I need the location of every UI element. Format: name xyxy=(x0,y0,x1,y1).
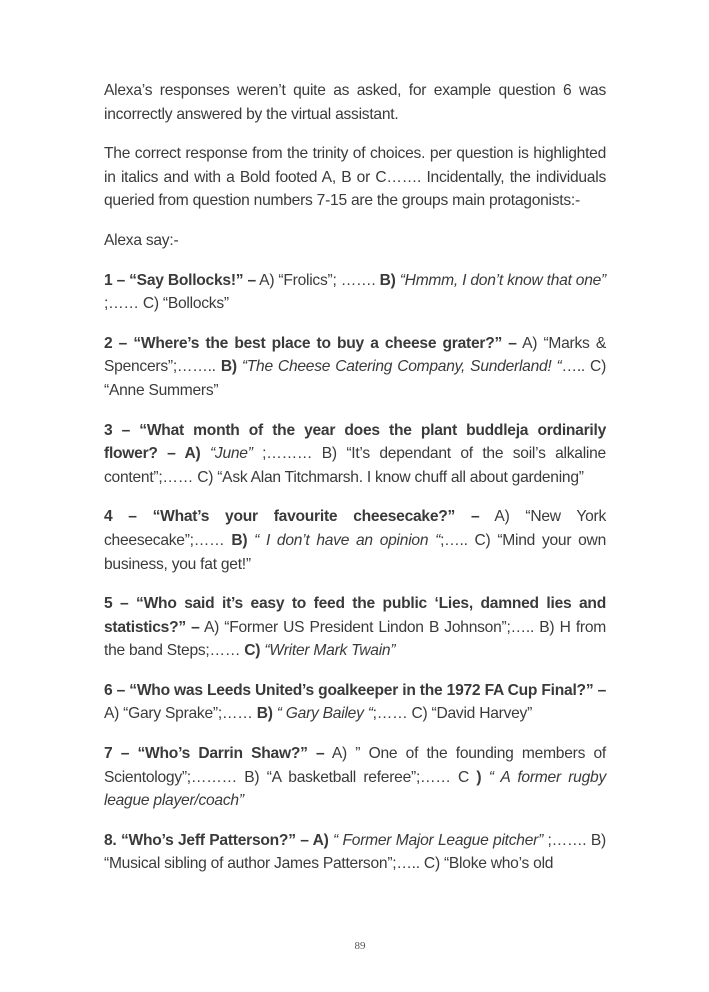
choice-a: A) “Marks & Spencers”;…….. xyxy=(104,334,606,376)
correct-answer: “Writer Mark Twain” xyxy=(260,642,396,660)
correct-answer: “ Former Major League pitcher” xyxy=(328,831,544,849)
question-text: 2 – “Where’s the best place to buy a cheese grater?” – xyxy=(104,334,517,352)
correct-answer: “June” xyxy=(200,445,253,463)
question-text: 6 – “Who was Leeds United’s goalkeeper in the 1972 FA Cup Final?” – xyxy=(104,681,606,699)
intro-heading: Alexa say:- xyxy=(104,231,179,249)
other-choices: A) “Former US President Lindon B Johnson”;….. B) H from the band Steps;…… xyxy=(104,618,607,660)
other-choices: A) ” One of the founding members of Scientology”;……… B) “A basketball referee”;…… C xyxy=(104,745,606,786)
intro-paragraph: The correct response from the trinity of choices. per question is highlighted in italics and with a Bold footed A, B or C……. Incidentally, the individuals queried from question numbers 7-15 are the groups main protagonists:- xyxy=(104,145,606,210)
correct-answer: “Hmmm, I don’t know that one” xyxy=(395,271,607,289)
correct-choice-label: ) xyxy=(476,768,482,786)
correct-answer: “ Gary Bailey “ xyxy=(272,705,373,723)
question-2 xyxy=(104,332,606,403)
question-text: 4 – “What’s your favourite cheesecake?” – xyxy=(104,508,480,526)
choice-a: A) “Frolics”; ……. xyxy=(255,271,380,289)
question-4 xyxy=(104,505,606,576)
question-3 xyxy=(104,419,606,490)
intro-paragraph: Alexa’s responses weren’t quite as asked, for example question 6 was incorrectly answered by the virtual assistant. xyxy=(104,82,606,123)
correct-choice-label: B) xyxy=(220,358,237,376)
remaining-choices: ;…… C) “David Harvey” xyxy=(372,705,533,723)
remaining-choices: ;…… C) “Bollocks” xyxy=(104,295,229,313)
choice-a: A) “Gary Sprake”;…… xyxy=(104,705,257,723)
correct-choice-label: B) xyxy=(231,531,248,549)
page-number: 89 xyxy=(354,940,366,952)
correct-choice-label: C) xyxy=(244,642,261,660)
question-8 xyxy=(104,829,606,876)
question-5 xyxy=(104,592,606,663)
remaining-choices: ;….. C) “Mind your own business, you fat get!” xyxy=(104,531,606,573)
question-text: 3 – “What month of the year does the plant buddleja ordinarily flower? – A) xyxy=(104,421,606,463)
remaining-choices: ;……. B) “Musical sibling of author James Patterson”;….. C) “Bloke who’s old xyxy=(104,831,606,873)
question-7 xyxy=(104,742,606,813)
remaining-choices: ;……… B) “It’s dependant of the soil’s alkaline content”;…… C) “Ask Alan Titchmarsh. I know chuff all about gardening” xyxy=(104,445,606,486)
question-1 xyxy=(104,269,606,316)
question-text: 8. “Who’s Jeff Patterson?” – A) xyxy=(104,831,329,849)
choice-a: A) “New York cheesecake”;…… xyxy=(104,508,607,549)
correct-choice-label: B) xyxy=(256,705,273,723)
correct-answer: “ I don’t have an opinion “ xyxy=(247,531,441,549)
question-6 xyxy=(104,679,606,726)
correct-answer: “The Cheese Catering Company, Sunderland! “ xyxy=(236,358,562,376)
remaining-choices: ….. C) “Anne Summers” xyxy=(104,358,607,399)
correct-choice-label: B) xyxy=(379,271,396,289)
question-text: 5 – “Who said it’s easy to feed the public ‘Lies, damned lies and statistics?” – xyxy=(104,595,606,636)
correct-answer: “ A former rugby league player/coach” xyxy=(104,768,606,810)
question-text: 1 – “Say Bollocks!” – xyxy=(104,271,256,289)
question-text: 7 – “Who’s Darrin Shaw?” – xyxy=(104,745,325,763)
page-body xyxy=(104,79,606,892)
